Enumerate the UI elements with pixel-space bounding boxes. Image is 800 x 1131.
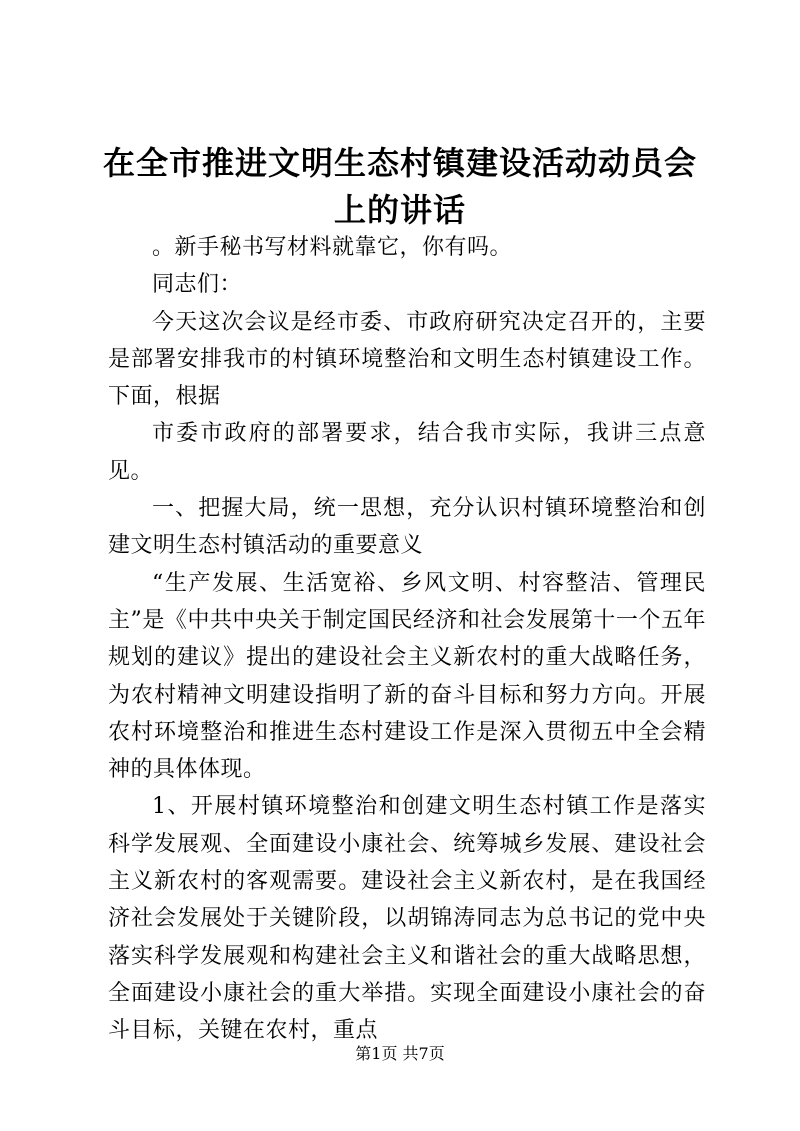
document-body bbox=[108, 229, 706, 1050]
paragraph-intro: 。新手秘书写材料就靠它，你有吗。 bbox=[152, 235, 513, 260]
section-heading: 一、把握大局，统一思想，充分认识村镇环境整治和创建文明生态村镇活动的重要意义 bbox=[108, 496, 706, 559]
paragraph: 市委市政府的部署要求，结合我市实际，我讲三点意见。 bbox=[108, 421, 706, 484]
page-number-footer: 第1页 共7页 bbox=[355, 1044, 445, 1063]
paragraph-salutation: 同志们： bbox=[152, 272, 243, 298]
document-title: 在全市推进文明生态村镇建设活动动员会上的讲话 bbox=[102, 144, 697, 229]
paragraph: “生产发展、生活宽裕、乡风文明、村容整洁、管理民主”是《中共中央关于制定国民经济和社会发展第十一个五年规划的建议》提出的建设社会主义新农村的重大战略任务，为农村精神文明建设指明了新的奋斗目标和努力方向。开展农村环境整治和推进生态村建设工作是深入贯彻五中全会精神的具体体现。 bbox=[108, 570, 706, 783]
paragraph: 1、开展村镇环境整治和创建文明生态村镇工作是落实科学发展观、全面建设小康社会、统筹城乡发展、建设社会主义新农村的客观需要。建设社会主义新农村，是在我国经济社会发展处于关键阶段，以胡锦涛同志为总书记的党中央落实科学发展观和构建社会主义和谐社会的重大战略思想，全面建设小康社会的重大举措。实现全面建设小康社会的奋斗目标，关键在农村，重点 bbox=[108, 794, 706, 1044]
paragraph: 今天这次会议是经市委、市政府研究决定召开的，主要是部署安排我市的村镇环境整治和文明生态村镇建设工作。下面，根据 bbox=[108, 309, 706, 410]
